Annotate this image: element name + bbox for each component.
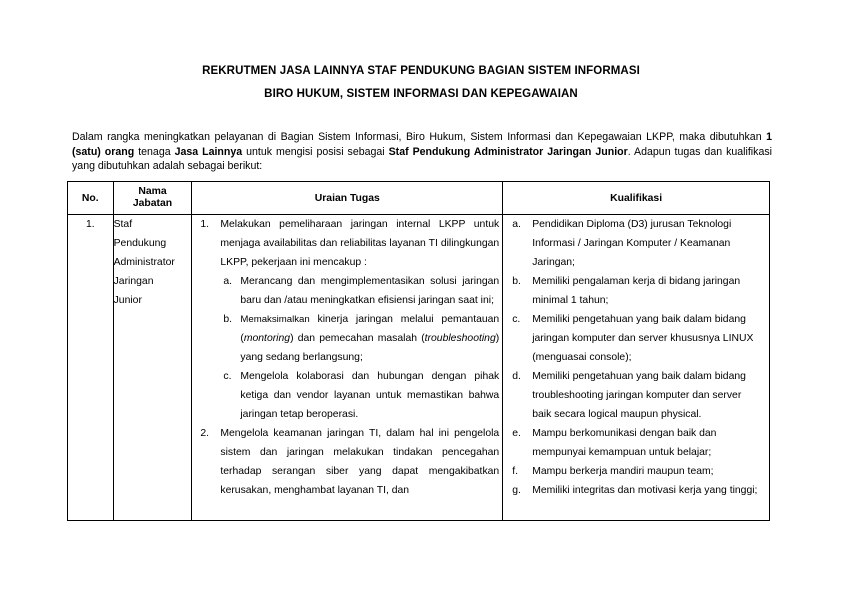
tugas-subitem bbox=[192, 310, 502, 367]
kualifikasi-marker: g. bbox=[512, 485, 521, 496]
kualifikasi-marker: a. bbox=[512, 219, 521, 230]
kualifikasi-item bbox=[503, 215, 769, 272]
kualifikasi-text: Mampu berkomunikasi dengan baik dan mempunyai kemampuan untuk belajar; bbox=[532, 428, 717, 458]
nama-line: Staf bbox=[113, 219, 133, 230]
table-row bbox=[68, 215, 770, 521]
subitem-text-part: ) dan pemecahan masalah ( bbox=[290, 333, 425, 344]
tugas-text: Mengelola keamanan jaringan TI, dalam hal ini pengelola sistem dan jaringan melakukan tindakan pencegahan terhadap serangan siber yang dapat mengakibatkan kerusakan, menghambat layanan TI, dan bbox=[220, 428, 500, 496]
kualifikasi-marker: f. bbox=[512, 466, 518, 477]
row-number: 1. bbox=[68, 215, 114, 521]
intro-text-1: Dalam rangka meningkatkan pelayanan di Bagian Sistem Informasi, Biro Hukum, Sistem Informasi dan Kepegawaian LKPP, maka dibutuhkan bbox=[72, 131, 767, 143]
subitem-italic: troubleshooting bbox=[424, 333, 496, 344]
subitem-text-part: ) yang sedang berlangsung; bbox=[240, 333, 500, 363]
nama-line: Administrator bbox=[113, 257, 175, 268]
subitem-text bbox=[240, 310, 502, 367]
intro-text-3: untuk mengisi posisi sebagai bbox=[242, 145, 389, 158]
kualifikasi-text: Memiliki pengalaman kerja di bidang jaringan minimal 1 tahun; bbox=[532, 276, 741, 306]
nama-line: Pendukung bbox=[113, 238, 167, 249]
subitem-small-word: Memaksimalkan bbox=[240, 314, 310, 325]
kualifikasi-text: Memiliki integritas dan motivasi kerja yang tinggi; bbox=[532, 485, 758, 496]
intro-text-2: tenaga bbox=[134, 145, 175, 158]
nama-line: Junior bbox=[113, 295, 142, 306]
header-nama-line1: Nama bbox=[138, 186, 167, 197]
kualifikasi-text: Mampu berkerja mandiri maupun team; bbox=[532, 466, 714, 477]
kualifikasi-text: Memiliki pengetahuan yang baik dalam bidang troubleshooting jaringan komputer dan server baik secara logical maupun physical. bbox=[532, 371, 746, 420]
subitem-italic: montoring bbox=[243, 333, 291, 344]
tugas-item bbox=[192, 215, 502, 272]
intro-type: Jasa Lainnya bbox=[174, 145, 243, 158]
intro-text-4: . Adapun tugas dan kualifikasi yang dibutuhkan adalah sebagai berikut: bbox=[72, 145, 772, 172]
intro-position: Staf Pendukung Administrator Jaringan Junior bbox=[388, 145, 628, 158]
row-uraian-tugas bbox=[192, 215, 503, 521]
subitem-marker: a. bbox=[223, 276, 233, 287]
kualifikasi-marker: b. bbox=[512, 276, 521, 287]
kualifikasi-item bbox=[503, 367, 769, 424]
kualifikasi-item bbox=[503, 481, 769, 500]
intro-paragraph bbox=[72, 130, 772, 174]
job-table bbox=[67, 181, 770, 521]
table-header-row bbox=[68, 182, 770, 215]
row-kualifikasi bbox=[503, 215, 770, 521]
intro-count: 1 (satu) orang bbox=[72, 131, 772, 158]
header-nama-line2: Jabatan bbox=[132, 198, 173, 209]
subitem-text-part: kinerja jaringan melalui pemantauan ( bbox=[240, 314, 500, 344]
header-kualifikasi: Kualifikasi bbox=[503, 182, 770, 215]
tugas-subitem bbox=[192, 367, 502, 424]
subitem-text: Merancang dan mengimplementasikan solusi jaringan baru dan /atau meningkatkan efisiensi jaringan saat ini; bbox=[240, 276, 500, 306]
subitem-marker: b. bbox=[223, 314, 233, 325]
kualifikasi-item bbox=[503, 462, 769, 481]
subitem-text: Mengelola kolaborasi dan hubungan dengan pihak ketiga dan vendor layanan untuk memastikan bahwa jaringan tetap beroperasi. bbox=[240, 371, 500, 420]
kualifikasi-item bbox=[503, 424, 769, 462]
tugas-marker: 2. bbox=[200, 428, 210, 439]
tugas-subitem bbox=[192, 272, 502, 310]
kualifikasi-item bbox=[503, 272, 769, 310]
header-no: No. bbox=[68, 182, 114, 215]
kualifikasi-marker: d. bbox=[512, 371, 521, 382]
kualifikasi-marker: e. bbox=[512, 428, 521, 439]
tugas-item bbox=[192, 424, 502, 500]
tugas-marker: 1. bbox=[200, 219, 210, 230]
row-nama-jabatan bbox=[113, 215, 192, 521]
header-uraian-tugas: Uraian Tugas bbox=[192, 182, 503, 215]
document-title: REKRUTMEN JASA LAINNYA STAF PENDUKUNG BAGIAN SISTEM INFORMASI bbox=[202, 65, 640, 77]
nama-line: Jaringan bbox=[113, 276, 154, 287]
kualifikasi-text: Pendidikan Diploma (D3) jurusan Teknologi Informasi / Jaringan Komputer / Keamanan Jaringan; bbox=[532, 219, 732, 268]
tugas-text: Melakukan pemeliharaan jaringan internal LKPP untuk menjaga availabilitas dan reliabilitas layanan TI dilingkungan LKPP, pekerjaan ini mencakup : bbox=[220, 219, 500, 268]
kualifikasi-item bbox=[503, 310, 769, 367]
kualifikasi-text: Memiliki pengetahuan yang baik dalam bidang jaringan komputer dan server khususnya LINUX (menguasai console); bbox=[532, 314, 754, 363]
kualifikasi-marker: c. bbox=[512, 314, 521, 325]
subitem-marker: c. bbox=[223, 371, 232, 382]
document-subtitle: BIRO HUKUM, SISTEM INFORMASI DAN KEPEGAWAIAN bbox=[264, 88, 578, 100]
header-nama-jabatan bbox=[113, 182, 192, 215]
